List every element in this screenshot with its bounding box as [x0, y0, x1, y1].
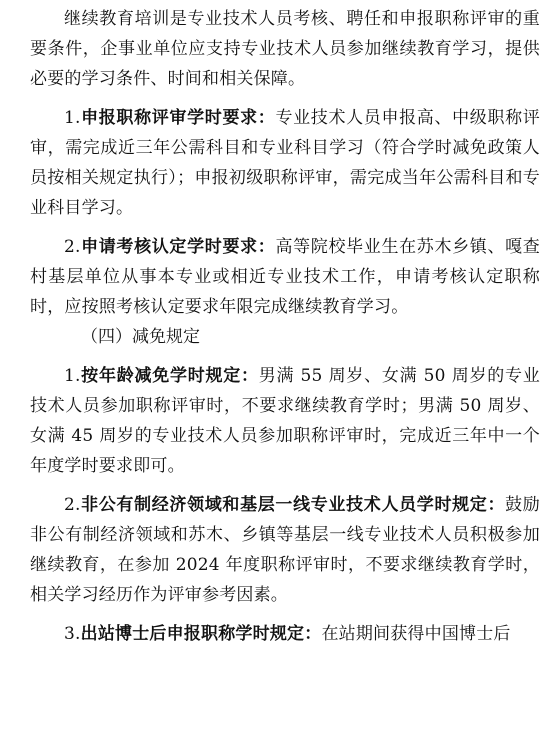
requirement-paragraph-2	[30, 232, 540, 322]
item-number: 2.	[64, 495, 81, 515]
item-bold-title: 非公有制经济领域和基层一线专业技术人员学时规定：	[80, 495, 506, 515]
item-bold-title: 按年龄减免学时规定：	[80, 366, 259, 386]
exemption-paragraph-2	[30, 490, 540, 610]
exemption-paragraph-3	[30, 619, 540, 649]
item-text: 专业技术人员申报高、中级职称评审，需完成近三年公需科目和专业科目学习（符合学时减免政策人员按相关规定执行）；申报初级职称评审，需完成当年公需科目和专业科目学习。	[30, 108, 541, 218]
document-page	[30, 0, 540, 649]
intro-text: 继续教育培训是专业技术人员考核、聘任和申报职称评审的重要条件，企事业单位应支持专业技术人员参加继续教育学习，提供必要的学习条件、时间和相关保障。	[30, 9, 540, 89]
item-bold-title: 申请考核认定学时要求：	[80, 237, 276, 257]
item-bold-title: 申报职称评审学时要求：	[80, 108, 276, 128]
requirement-paragraph-1	[30, 103, 540, 223]
section-heading: （四）减免规定	[81, 327, 200, 347]
item-text: 高等院校毕业生在苏木乡镇、嘎查村基层单位从事本专业或相近专业技术工作，申请考核认定职称时，应按照考核认定要求年限完成继续教育学习。	[30, 237, 541, 317]
item-number: 3.	[64, 624, 81, 644]
item-number: 1.	[64, 366, 81, 386]
item-text: 男满 55 周岁、女满 50 周岁的专业技术人员参加职称评审时，不要求继续教育学时；男满 50 周岁、女满 45 周岁的专业技术人员参加职称评审时，完成近三年中一个年度学时要求即可。	[30, 366, 541, 476]
item-bold-title: 出站博士后申报职称学时规定：	[80, 624, 322, 644]
item-text: 鼓励非公有制经济领域和苏木、乡镇等基层一线专业技术人员积极参加继续教育，在参加 2024 年度职称评审时，不要求继续教育学时，相关学习经历作为评审参考因素。	[30, 495, 540, 605]
item-number: 1.	[64, 108, 81, 128]
exemption-paragraph-1	[30, 361, 540, 481]
item-text: 在站期间获得中国博士后	[321, 624, 511, 644]
intro-paragraph	[30, 0, 540, 94]
item-number: 2.	[64, 237, 81, 257]
